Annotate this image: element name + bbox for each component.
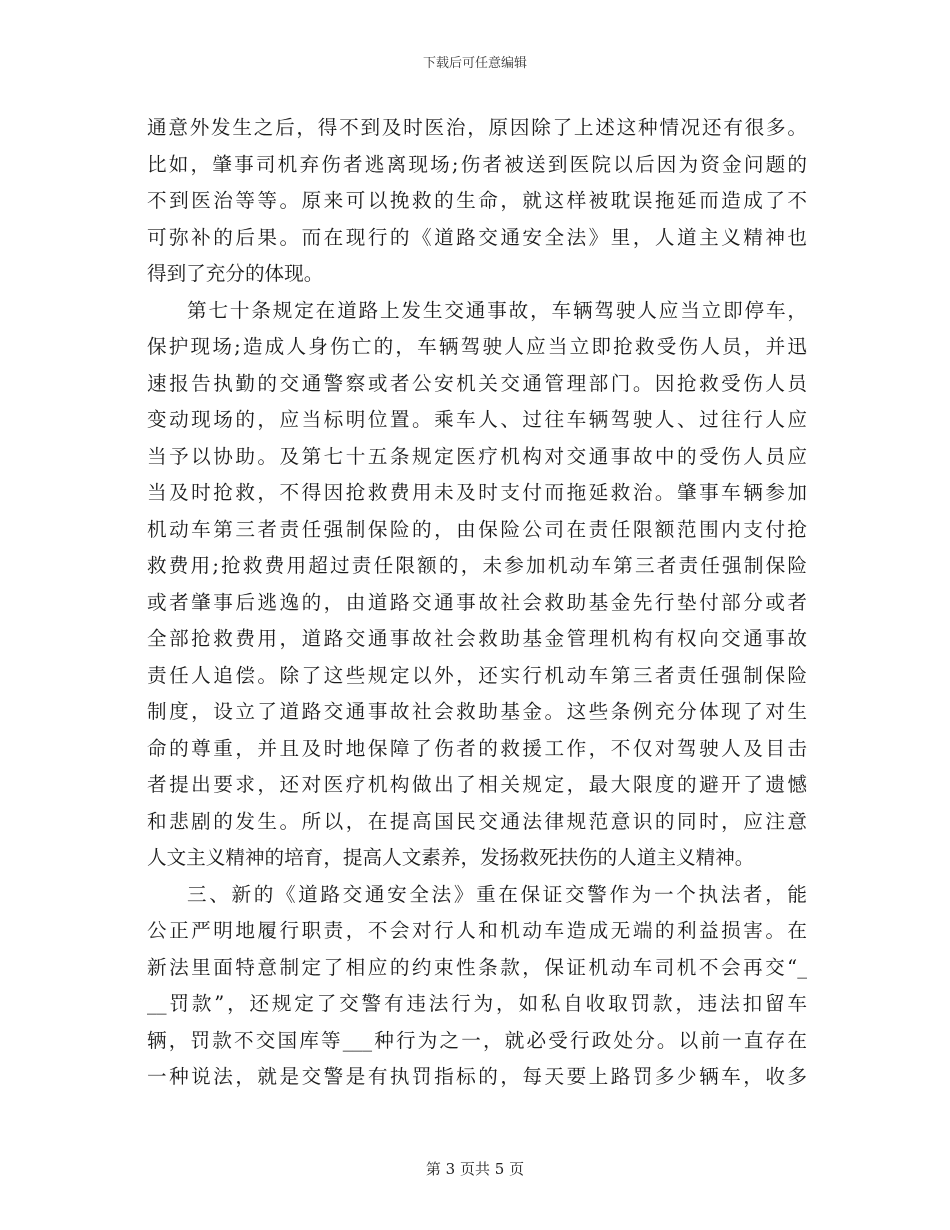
text-line: 保护现场;造成人身伤亡的，车辆驾驶人应当立即抢救受伤人员，并迅 — [147, 335, 807, 358]
text-line: 制度，设立了道路交通事故社会救助基金。这些条例充分体现了对生 — [147, 700, 807, 723]
page-header-note: 下载后可任意编辑 — [422, 56, 527, 71]
text-line: 和悲剧的发生。所以，在提高国民交通法律规范意识的同时，应注意 — [147, 809, 807, 833]
page-number: 第 3 页共 5 页 — [425, 1160, 525, 1178]
text-line: 变动现场的，应当标明位置。乘车人、过往车辆驾驶人、过往行人应 — [147, 408, 807, 431]
text-line: 当予以协助。及第七十五条规定医疗机构对交通事故中的受伤人员应 — [147, 444, 807, 468]
text-line: 辆，罚款不交国库等___种行为之一，就必受行政处分。以前一直存在 — [147, 1028, 807, 1052]
text-line: 人文主义精神的培育，提高人文素养，发扬救死扶伤的人道主义精神。 — [147, 846, 755, 869]
text-line: 全部抢救费用，道路交通事故社会救助基金管理机构有权向交通事故 — [147, 627, 807, 650]
text-line: 可弥补的后果。而在现行的《道路交通安全法》里，人道主义精神也 — [147, 225, 807, 249]
text-line: 新法里面特意制定了相应的约束性条款，保证机动车司机不会再交“_ — [147, 955, 807, 979]
paragraph-start-line: 三、新的《道路交通安全法》重在保证交警作为一个执法者，能 — [187, 882, 807, 906]
document-body — [147, 110, 807, 1096]
text-line: 当及时抢救，不得因抢救费用未及时支付而拖延救治。肇事车辆参加 — [147, 481, 807, 504]
text-line: 得到了充分的体现。 — [147, 262, 324, 285]
text-line: 不到医治等等。原来可以挽救的生命，就这样被耽误拖延而造成了不 — [147, 189, 807, 212]
text-line: 命的尊重，并且及时地保障了伤者的救援工作，不仅对驾驶人及目击 — [147, 736, 807, 760]
text-line: 机动车第三者责任强制保险的，由保险公司在责任限额范围内支付抢 — [147, 517, 807, 541]
text-line: 比如，肇事司机弃伤者逃离现场;伤者被送到医院以后因为资金问题的 — [147, 152, 807, 176]
text-line: 一种说法，就是交警是有执罚指标的，每天要上路罚多少辆车，收多 — [147, 1065, 807, 1088]
text-line: 救费用;抢救费用超过责任限额的，未参加机动车第三者责任强制保险 — [147, 554, 807, 577]
text-line: 速报告执勤的交通警察或者公安机关交通管理部门。因抢救受伤人员 — [147, 371, 807, 395]
text-line: __罚款”，还规定了交警有违法行为，如私自收取罚款，违法扣留车 — [147, 992, 807, 1015]
text-line: 通意外发生之后，得不到及时医治，原因除了上述这种情况还有很多。 — [147, 116, 807, 139]
paragraph-start-line: 第七十条规定在道路上发生交通事故，车辆驾驶人应当立即停车， — [187, 298, 807, 322]
text-line: 或者肇事后逃逸的，由道路交通事故社会救助基金先行垫付部分或者 — [147, 590, 807, 614]
text-line: 者提出要求，还对医疗机构做出了相关规定，最大限度的避开了遗憾 — [147, 773, 807, 796]
text-line: 公正严明地履行职责，不会对行人和机动车造成无端的利益损害。在 — [147, 919, 807, 942]
text-line: 责任人追偿。除了这些规定以外，还实行机动车第三者责任强制保险 — [147, 663, 807, 687]
